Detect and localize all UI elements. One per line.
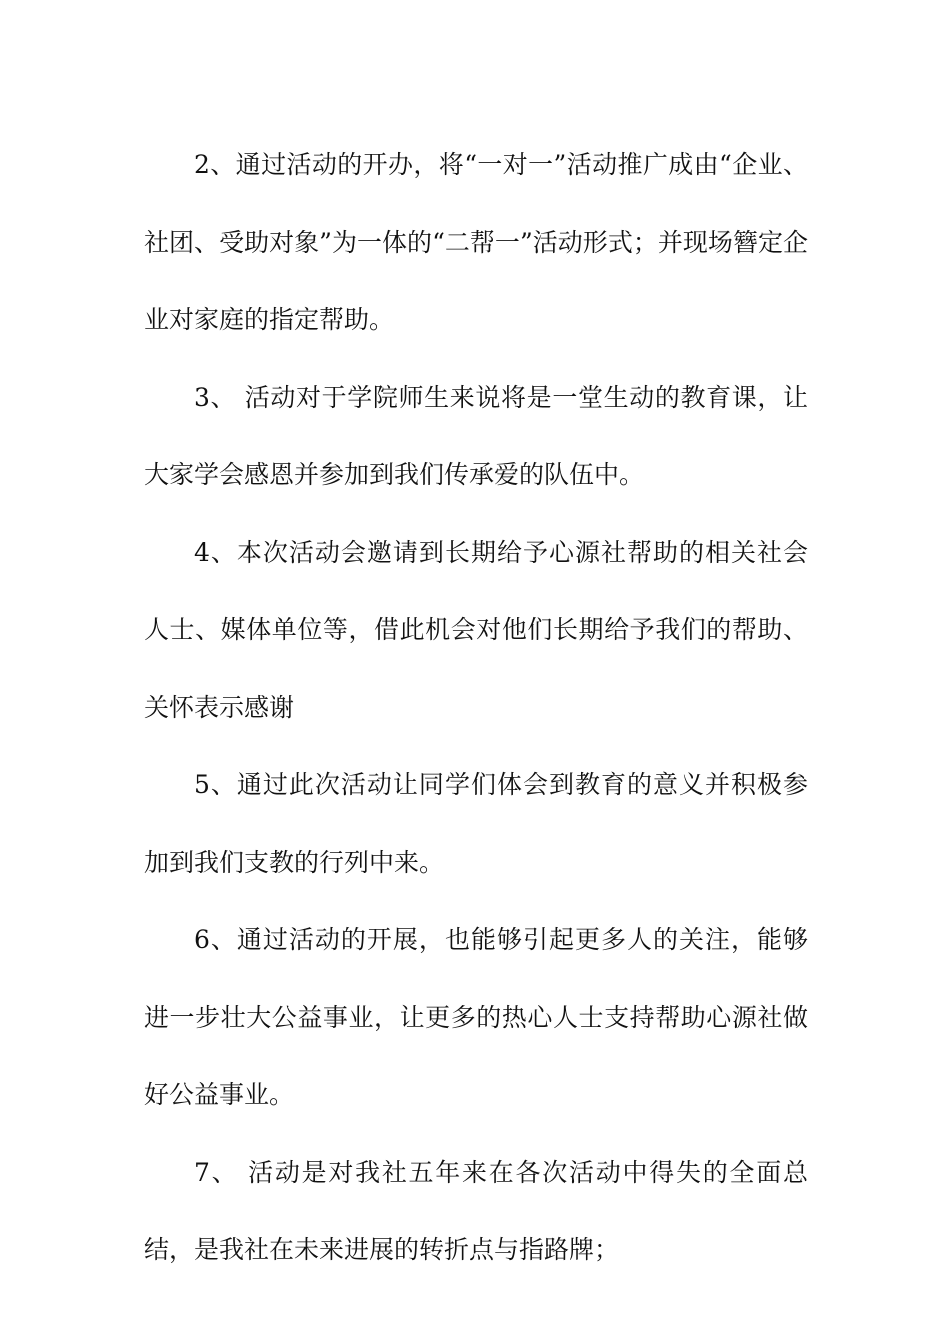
paragraph-2: 2、通过活动的开办，将“一对一”活动推广成由“企业、社团、受助对象”为一体的“二帮一”活动形式；并现场簪定企业对家庭的指定帮助。 <box>144 150 809 334</box>
paragraph-3: 3、 活动对于学院师生来说将是一堂生动的教育课，让大家学会感恩并参加到我们传承爱的队伍中。 <box>144 382 808 489</box>
paragraph-7: 7、 活动是对我社五年来在各次活动中得失的全面总结，是我社在未来进展的转折点与指路牌； <box>144 1157 808 1264</box>
document-body <box>144 126 808 1289</box>
paragraph-5: 5、通过此次活动让同学们体会到教育的意义并积极参加到我们支教的行列中来。 <box>144 770 808 877</box>
paragraph-6: 6、通过活动的开展，也能够引起更多人的关注，能够进一步壮大公益事业，让更多的热心人士支持帮助心源社做好公益事业。 <box>144 925 808 1109</box>
paragraph-4: 4、本次活动会邀请到长期给予心源社帮助的相关社会人士、媒体单位等，借此机会对他们长期给予我们的帮助、关怀表示感谢 <box>144 537 808 722</box>
